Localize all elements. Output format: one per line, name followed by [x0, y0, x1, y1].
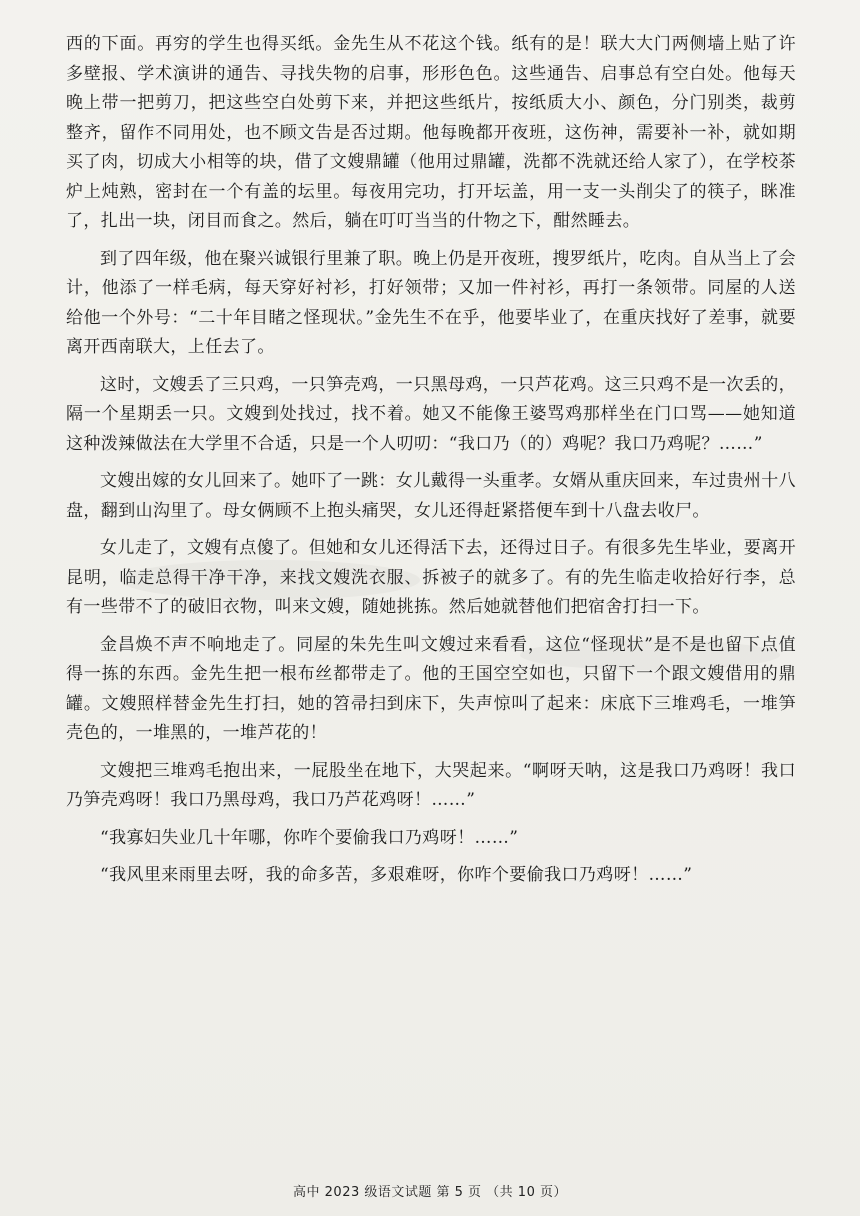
paragraph-1: 西的下面。再穷的学生也得买纸。金先生从不花这个钱。纸有的是！联大大门两侧墙上贴了许多壁报、学术演讲的通告、寻找失物的启事，形形色色。这些通告、启事总有空白处。他每天晚上带一把剪刀，把这些空白处剪下来，并把这些纸片，按纸质大小、颜色，分门别类，裁剪整齐，留作不同用处，也不顾文告是否过期。他每晚都开夜班，这伤神，需要补一补，就如期买了肉，切成大小相等的块，借了文嫂鼎罐（他用过鼎罐，洗都不洗就还给人家了），在学校茶炉上炖熟，密封在一个有盖的坛里。每夜用完功，打开坛盖，用一支一头削尖了的筷子，眯准了，扎出一块，闭目而食之。然后，躺在叮叮当当的什物之下，酣然睡去。 [66, 34, 796, 231]
paragraph-5: 女儿走了，文嫂有点傻了。但她和女儿还得活下去，还得过日子。有很多先生毕业，要离开昆明，临走总得干净干净，来找文嫂洗衣服、拆被子的就多了。有的先生临走收拾好行李，总有一些带不了的破旧衣物，叫来文嫂，随她挑拣。然后她就替他们把宿舍打扫一下。 [66, 538, 796, 617]
paragraph-7: 文嫂把三堆鸡毛抱出来，一屁股坐在地下，大哭起来。“啊呀天呐，这是我口乃鸡呀！我口乃笋壳鸡呀！我口乃黑母鸡，我口乃芦花鸡呀！……” [66, 760, 796, 810]
article-body [66, 30, 796, 891]
paragraph-6: 金昌焕不声不响地走了。同屋的朱先生叫文嫂过来看看，这位“怪现状”是不是也留下点值得一拣的东西。金先生把一根布丝都带走了。他的王国空空如也，只留下一个跟文嫂借用的鼎罐。文嫂照样替金先生打扫，她的笤帚扫到床下，失声惊叫了起来：床底下三堆鸡毛，一堆笋壳色的，一堆黑的，一堆芦花的！ [66, 634, 796, 743]
paragraph-4: 文嫂出嫁的女儿回来了。她吓了一跳：女儿戴得一头重孝。女婿从重庆回来，车过贵州十八盘，翻到山沟里了。母女俩顾不上抱头痛哭，女儿还得赶紧搭便车到十八盘去收尸。 [66, 471, 796, 521]
paragraph-2: 到了四年级，他在聚兴诚银行里兼了职。晚上仍是开夜班，搜罗纸片，吃肉。自从当上了会计，他添了一样毛病，每天穿好衬衫，打好领带；又加一件衬衫，再打一条领带。同屋的人送给他一个外号：“二十年目睹之怪现状。”金先生不在乎，他要毕业了，在重庆找好了差事，就要离开西南联大，上任去了。 [66, 248, 796, 357]
paragraph-9: “我风里来雨里去呀，我的命多苦，多艰难呀，你咋个要偷我口乃鸡呀！……” [100, 865, 693, 885]
paragraph-3: 这时，文嫂丢了三只鸡，一只笋壳鸡，一只黑母鸡，一只芦花鸡。这三只鸡不是一次丢的，隔一个星期丢一只。文嫂到处找过，找不着。她又不能像王婆骂鸡那样坐在门口骂——她知道这种泼辣做法在大学里不合适，只是一个人叨叨：“我口乃（的）鸡呢？我口乃鸡呢？……” [66, 374, 796, 454]
page-footer: 高中 2023 级语文试题 第 5 页 （共 10 页） [293, 1185, 567, 1200]
paragraph-8: “我寡妇失业几十年哪，你咋个要偷我口乃鸡呀！……” [100, 827, 519, 848]
